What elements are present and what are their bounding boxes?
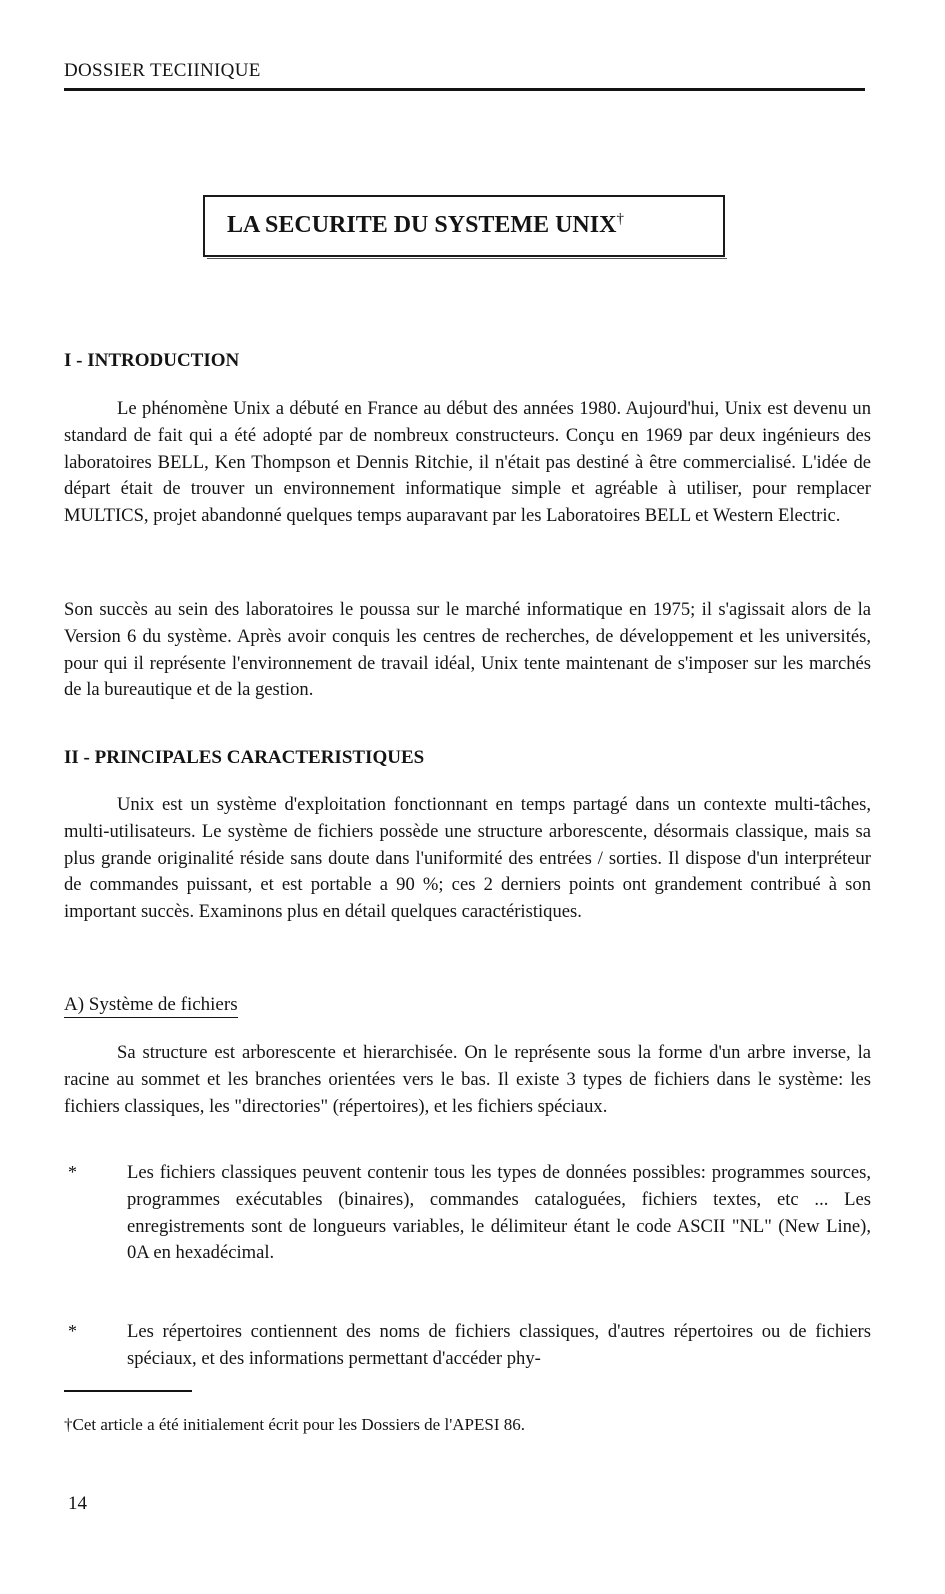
title-box xyxy=(203,195,725,257)
subsection-heading-fichiers: A) Système de fichiers xyxy=(64,994,238,1018)
bullet-item-1: Les fichiers classiques peuvent contenir tous les types de données possibles: programmes sources, programmes exécutables (binaires), commandes cataloguées, fichiers textes, etc ... Les enregistrements sont de longueurs variables, le délimiteur étant le code ASCII "NL" (New Line), 0A en hexadécimal. xyxy=(127,1162,871,1264)
title-dagger: † xyxy=(616,211,624,227)
intro-paragraph-2: Son succès au sein des laboratoires le poussa sur le marché informatique en 1975; il s'agissait alors de la Version 6 du système. Après avoir conquis les centres de recherches, de développement et les universités, pour qui il représente l'environnement de travail idéal, Unix tente maintenant de s'imposer sur les marchés de la bureautique et de la gestion. xyxy=(64,599,871,701)
section-heading-caracteristiques: II - PRINCIPALES CARACTERISTIQUES xyxy=(64,747,425,768)
header-rule xyxy=(64,88,865,91)
fichiers-paragraph-1: Sa structure est arborescente et hierarchisée. On le représente sous la forme d'un arbre inverse, la racine au sommet et les branches orientées vers le bas. Il existe 3 types de fichiers dans le système: les fichiers classiques, les "directories" (répertoires), et les fichiers spéciaux. xyxy=(64,1042,871,1117)
bullet-marker-1: * xyxy=(68,1162,77,1182)
footnote: †Cet article a été initialement écrit pour les Dossiers de l'APESI 86. xyxy=(64,1415,525,1434)
article-title-text: LA SECURITE DU SYSTEME UNIX xyxy=(227,212,617,238)
running-head: DOSSIER TECIINIQUE xyxy=(64,60,261,81)
article-title xyxy=(227,211,624,239)
intro-paragraph-1: Le phénomène Unix a débuté en France au début des années 1980. Aujourd'hui, Unix est devenu un standard de fait qui a été adopté par de nombreux constructeurs. Conçu en 1969 par deux ingénieurs des laboratoires BELL, Ken Thompson et Dennis Ritchie, il n'était pas destiné à être commercialisé. L'idée de départ était de trouver un environnement informatique simple et agréable à utiliser, pour remplacer MULTICS, projet abandonné quelques temps auparavant par les Laboratoires BELL et Western Electric. xyxy=(64,398,871,527)
caracteristiques-paragraph-1: Unix est un système d'exploitation fonctionnant en temps partagé dans un contexte multi-tâches, multi-utilisateurs. Le système de fichiers possède une structure arborescente, désormais classique, mais sa plus grande originalité réside sans doute dans l'uniformité des entrées / sorties. Il dispose d'un interpréteur de commandes puissant, et est portable a 90 %; ces 2 derniers points ont grandement contribué à son important succès. Examinons plus en détail quelques caractéristiques. xyxy=(64,794,871,923)
page-number: 14 xyxy=(68,1493,87,1514)
section-heading-introduction: I - INTRODUCTION xyxy=(64,350,240,371)
bullet-item-2: Les répertoires contiennent des noms de fichiers classiques, d'autres répertoires ou de fichiers spéciaux, et des informations permettant d'accéder phy- xyxy=(127,1321,871,1369)
bullet-marker-2: * xyxy=(68,1321,77,1341)
footnote-rule xyxy=(64,1390,192,1392)
